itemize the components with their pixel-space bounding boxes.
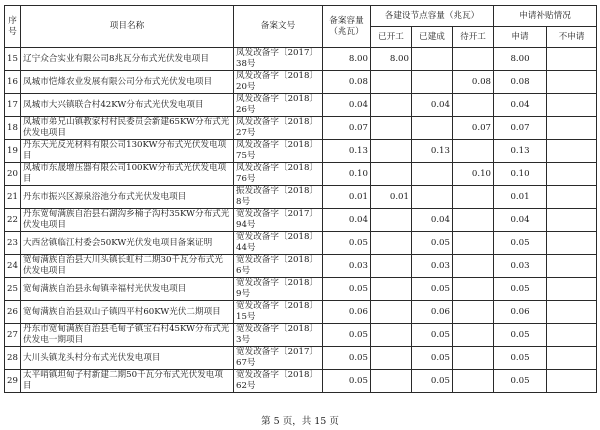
project-table [4,5,597,393]
cell-record-number: 宽发改备字〔2018〕44号 [234,232,323,255]
cell-project-name: 大川头镇龙头村分布式光伏发电项目 [21,347,234,370]
cell-project-name: 丹东市宽甸满族自治县毛甸子镇宝石村45KW分布式光伏发电一期项目 [21,324,234,347]
cell-built [412,163,453,186]
cell-record-capacity: 0.05 [323,278,371,301]
cell-no-apply [547,209,597,232]
cell-built: 0.05 [412,324,453,347]
cell-built [412,71,453,94]
cell-record-number: 凤发改备字〔2018〕75号 [234,140,323,163]
cell-built [412,186,453,209]
cell-built: 0.05 [412,232,453,255]
cell-seq: 29 [5,370,21,393]
header-record-capacity: 备案容量（兆瓦） [323,6,371,48]
cell-apply: 0.04 [494,94,547,117]
cell-pending [453,347,494,370]
cell-apply: 0.05 [494,278,547,301]
cell-record-capacity: 0.07 [323,117,371,140]
cell-pending [453,370,494,393]
cell-no-apply [547,324,597,347]
cell-seq: 23 [5,232,21,255]
cell-started [371,324,412,347]
cell-started [371,71,412,94]
table-row [5,232,597,255]
cell-built: 0.13 [412,140,453,163]
cell-seq: 16 [5,71,21,94]
cell-no-apply [547,255,597,278]
cell-record-capacity: 0.06 [323,301,371,324]
cell-record-capacity: 0.04 [323,209,371,232]
cell-apply: 0.03 [494,255,547,278]
cell-record-number: 宽发改备字〔2018〕3号 [234,324,323,347]
cell-record-capacity: 0.08 [323,71,371,94]
cell-built: 0.04 [412,94,453,117]
cell-started [371,347,412,370]
cell-seq: 17 [5,94,21,117]
cell-no-apply [547,71,597,94]
table-row [5,255,597,278]
header-built: 已建成 [412,27,453,48]
cell-pending [453,186,494,209]
cell-apply: 0.05 [494,324,547,347]
cell-record-capacity: 0.05 [323,370,371,393]
cell-built: 0.05 [412,278,453,301]
cell-record-capacity: 0.05 [323,232,371,255]
cell-record-capacity: 0.05 [323,347,371,370]
table-body [5,48,597,393]
table-row [5,278,597,301]
table-row [5,117,597,140]
cell-record-number: 宽发改备字〔2018〕62号 [234,370,323,393]
cell-no-apply [547,163,597,186]
cell-project-name: 凤城市恺烽农业发展有限公司分布式光伏发电项目 [21,71,234,94]
cell-pending [453,232,494,255]
table-row [5,324,597,347]
cell-record-number: 宽发改备字〔2018〕6号 [234,255,323,278]
cell-started: 8.00 [371,48,412,71]
cell-started [371,370,412,393]
cell-no-apply [547,117,597,140]
cell-project-name: 太平哨镇坦甸子村新建二期50千瓦分布式光伏发电项目 [21,370,234,393]
cell-built: 0.03 [412,255,453,278]
cell-seq: 19 [5,140,21,163]
cell-seq: 15 [5,48,21,71]
cell-built [412,117,453,140]
header-no-apply: 不申请 [547,27,597,48]
cell-built: 0.04 [412,209,453,232]
cell-pending [453,48,494,71]
header-subsidy-group: 申请补贴情况 [494,6,597,27]
cell-no-apply [547,140,597,163]
cell-record-number: 凤发改备字〔2018〕26号 [234,94,323,117]
table-row [5,347,597,370]
cell-no-apply [547,186,597,209]
cell-pending [453,209,494,232]
cell-project-name: 大西岔镇临江村委会50KW光伏发电项目备案证明 [21,232,234,255]
cell-seq: 24 [5,255,21,278]
cell-started: 0.01 [371,186,412,209]
header-record-number: 备案文号 [234,6,323,48]
table-row [5,71,597,94]
cell-apply: 0.07 [494,117,547,140]
cell-built: 0.05 [412,347,453,370]
table-row [5,94,597,117]
cell-record-capacity: 0.04 [323,94,371,117]
header-pending: 待开工 [453,27,494,48]
cell-apply: 8.00 [494,48,547,71]
cell-apply: 0.05 [494,370,547,393]
cell-pending: 0.08 [453,71,494,94]
cell-project-name: 宽甸满族自治县永甸镇幸福村光伏发电项目 [21,278,234,301]
cell-record-number: 振发改备字〔2018〕8号 [234,186,323,209]
cell-record-number: 宽发改备字〔2018〕9号 [234,278,323,301]
header-project-name: 项目名称 [21,6,234,48]
cell-project-name: 丹东宽甸满族自治县石湖沟乡楠子沟村35KW分布式光伏发电项目 [21,209,234,232]
cell-built [412,48,453,71]
cell-project-name: 宽甸满族自治县大川头镇长虹村二期30千瓦分布式光伏发电项目 [21,255,234,278]
cell-apply: 0.01 [494,186,547,209]
cell-seq: 21 [5,186,21,209]
cell-record-number: 凤发改备字〔2018〕27号 [234,117,323,140]
cell-started [371,278,412,301]
header-apply: 申请 [494,27,547,48]
table-row [5,370,597,393]
cell-pending [453,278,494,301]
table-row [5,140,597,163]
cell-project-name: 丹东天光反光材料有限公司130KW分布式光伏发电项目 [21,140,234,163]
cell-started [371,255,412,278]
cell-apply: 0.08 [494,71,547,94]
cell-seq: 18 [5,117,21,140]
cell-no-apply [547,370,597,393]
cell-started [371,94,412,117]
cell-apply: 0.06 [494,301,547,324]
cell-record-capacity: 0.10 [323,163,371,186]
table-row [5,209,597,232]
cell-record-capacity: 0.13 [323,140,371,163]
cell-pending [453,255,494,278]
cell-started [371,301,412,324]
cell-seq: 25 [5,278,21,301]
cell-seq: 20 [5,163,21,186]
cell-started [371,140,412,163]
cell-record-capacity: 8.00 [323,48,371,71]
cell-pending [453,94,494,117]
cell-started [371,209,412,232]
cell-seq: 28 [5,347,21,370]
cell-pending [453,324,494,347]
header-node-capacity-group: 各建设节点容量（兆瓦） [371,6,494,27]
cell-project-name: 凤城市弟兄山镇教家村村民委员会新建65KW分布式光伏发电项目 [21,117,234,140]
cell-apply: 0.10 [494,163,547,186]
cell-project-name: 丹东市振兴区源泉浴池分布式光伏发电项目 [21,186,234,209]
page-footer: 第 5 页，共 15 页 [261,416,339,427]
cell-record-number: 凤发改备字〔2018〕76号 [234,163,323,186]
cell-built: 0.05 [412,370,453,393]
cell-pending [453,140,494,163]
cell-project-name: 凤城市东晟增压器有限公司100KW分布式光伏发电项目 [21,163,234,186]
cell-record-number: 宽发改备字〔2018〕15号 [234,301,323,324]
cell-started [371,117,412,140]
cell-record-number: 凤发改备字〔2018〕20号 [234,71,323,94]
cell-started [371,232,412,255]
cell-pending [453,301,494,324]
cell-no-apply [547,48,597,71]
cell-no-apply [547,232,597,255]
cell-seq: 22 [5,209,21,232]
cell-no-apply [547,278,597,301]
header-seq: 序号 [5,6,21,48]
cell-no-apply [547,301,597,324]
cell-record-capacity: 0.01 [323,186,371,209]
table-row [5,301,597,324]
header-started: 已开工 [371,27,412,48]
table-row [5,48,597,71]
cell-seq: 26 [5,301,21,324]
cell-pending: 0.10 [453,163,494,186]
cell-seq: 27 [5,324,21,347]
table-row [5,163,597,186]
cell-record-number: 凤发改备字〔2017〕38号 [234,48,323,71]
table-row [5,186,597,209]
cell-no-apply [547,94,597,117]
cell-built: 0.06 [412,301,453,324]
cell-apply: 0.04 [494,209,547,232]
cell-record-capacity: 0.05 [323,324,371,347]
cell-record-number: 宽发改备字〔2017〕94号 [234,209,323,232]
cell-apply: 0.05 [494,232,547,255]
cell-project-name: 辽宁众合实业有限公司8兆瓦分布式光伏发电项目 [21,48,234,71]
cell-record-capacity: 0.03 [323,255,371,278]
cell-project-name: 宽甸满族自治县双山子镇四平村60KW光伏二期项目 [21,301,234,324]
cell-apply: 0.13 [494,140,547,163]
cell-pending: 0.07 [453,117,494,140]
cell-project-name: 凤城市大兴镇联合村42KW分布式光伏发电项目 [21,94,234,117]
cell-started [371,163,412,186]
cell-no-apply [547,347,597,370]
cell-apply: 0.05 [494,347,547,370]
cell-record-number: 宽发改备字〔2017〕67号 [234,347,323,370]
